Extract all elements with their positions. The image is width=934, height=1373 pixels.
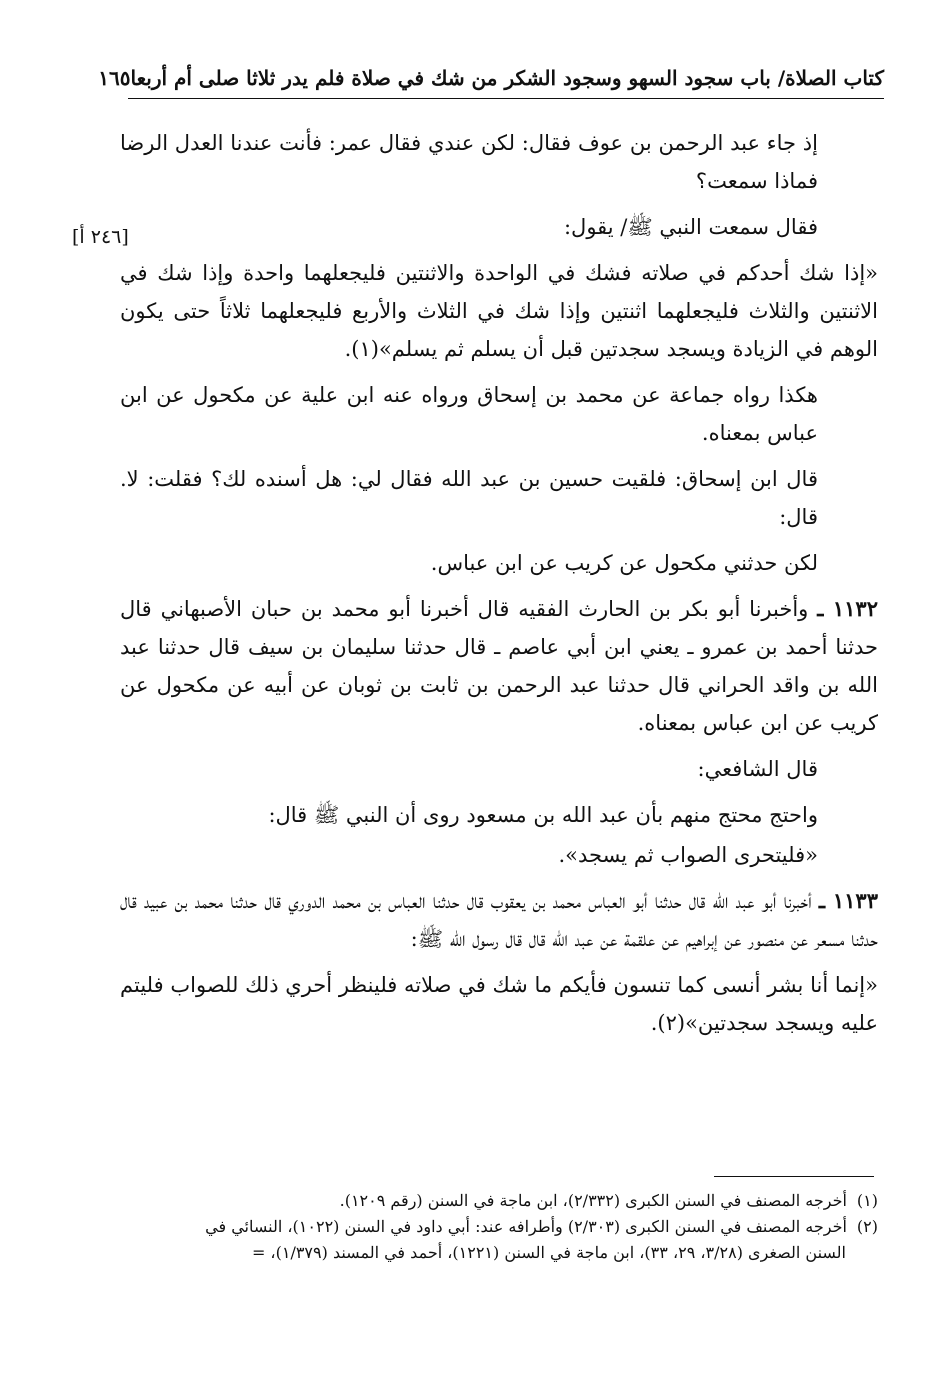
footnote: (٢)أخرجه المصنف في السنن الكبرى (٢/٣٠٣) وأطرافه عند: أبي داود في السنن (١٠٢٢)، النسائي في [205, 1217, 878, 1236]
hadith-number: ١١٣٣ ـ [818, 888, 878, 913]
paragraph: فقال سمعت النبي ﷺ/ يقول: [563, 215, 818, 239]
paragraph: هكذا رواه جماعة عن محمد بن إسحاق ورواه عنه ابن علية عن مكحول عن ابن عباس بمعناه. [120, 383, 818, 445]
paragraph: قال الشافعي: [697, 757, 818, 781]
manuscript-folio-ref: [٢٤٦ أ] [72, 226, 129, 248]
footnote-rule [714, 1176, 874, 1177]
hadith-number: ١١٣٢ ـ [817, 596, 878, 621]
paragraph: واحتج محتج منهم بأن عبد الله بن مسعود روى أن النبي ﷺ قال: [268, 803, 818, 827]
header-rule [128, 98, 884, 99]
paragraph: إذ جاء عبد الرحمن بن عوف فقال: لكن عندي فقال عمر: فأنت عندنا العدل الرضا فماذا سمعت؟ [120, 131, 818, 193]
hadith-entry: ١١٣٣ ـ أخبرنا أبو عبد الله قال حدثنا أبو العباس محمد بن يعقوب قال حدثنا العباس بن محمد الدوري قال حدثنا محمد بن عبيد قال حدثنا مسعر عن منصور عن إبراهيم عن علقمة عن عبد الله قال قال رسول الله ﷺ: [120, 888, 878, 951]
paragraph: لكن حدثني مكحول عن كريب عن ابن عباس. [430, 551, 818, 575]
running-title: كتاب الصلاة/ باب سجود السهو وسجود الشكر من شك في صلاة فلم يدر ثلاثا صلى أم أربعا [130, 66, 884, 90]
footnote: (١)أخرجه المصنف في السنن الكبرى (٢/٣٣٢)، ابن ماجة في السنن (رقم ١٢٠٩). [339, 1191, 878, 1210]
paragraph: قال ابن إسحاق: فلقيت حسين بن عبد الله فقال لي: هل أسنده لك؟ فقلت: لا. قال: [120, 467, 818, 529]
hadith-entry: ١١٣٢ ـ وأخبرنا أبو بكر بن الحارث الفقيه قال أخبرنا أبو محمد بن حبان الأصبهاني قال حدثنا أحمد بن عمرو ـ يعني ابن أبي عاصم ـ قال حدثنا سليمان بن سيف قال حدثنا عبد الله بن واقد الحراني قال حدثنا عبد الرحمن بن ثابت بن ثوبان عن أبيه عن مكحول عن كريب عن ابن عباس بمعناه. [120, 596, 878, 735]
hadith-quote: «فليتحرى الصواب ثم يسجد». [558, 843, 818, 867]
page-number: ١٦٥ [98, 66, 131, 90]
footnote-continuation: السنن الصغرى (٣/٢٨، ٢٩، ٣٣)، ابن ماجة في السنن (١٢٢١)، أحمد في المسند (١/٣٧٩)، = [251, 1243, 846, 1262]
main-text [120, 124, 878, 1050]
hadith-quote: «إذا شك أحدكم في صلاته فشك في الواحدة والاثنتين فليجعلهما واحدة وإذا شك في الاثنتين والثلاث فليجعلهما اثنتين وإذا شك في الثلاث والأربع فليجعلهما ثلاثاً حتى يكون الوهم في الزيادة ويسجد سجدتين قبل أن يسلم ثم يسلم»(١). [120, 261, 878, 361]
running-header [98, 58, 884, 98]
hadith-quote: «إنما أنا بشر أنسى كما تنسون فأيكم ما شك في صلاته فلينظر أحري ذلك للصواب فليتم عليه ويسجد سجدتين»(٢). [120, 973, 878, 1035]
footnotes [106, 1188, 878, 1266]
